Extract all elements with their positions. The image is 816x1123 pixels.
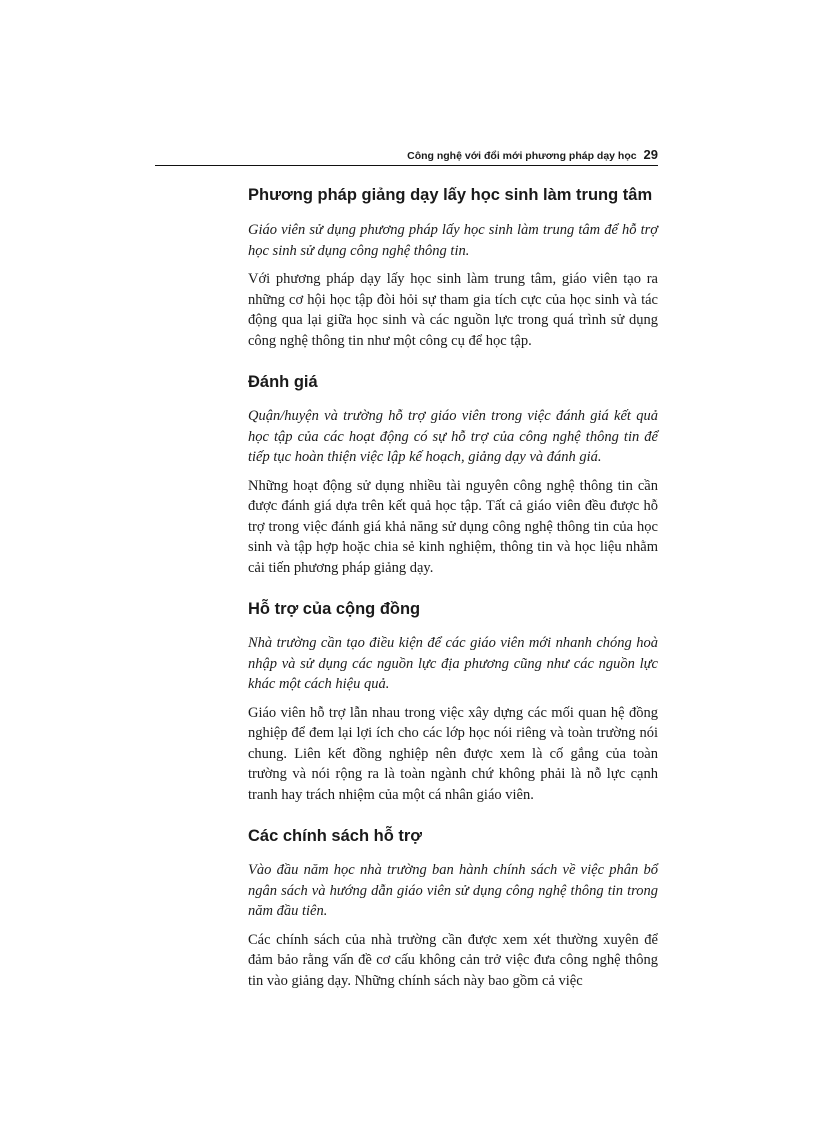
section-lead: Quận/huyện và trường hỗ trợ giáo viên trong việc đánh giá kết quả học tập của các hoạt động có sự hỗ trợ của công nghệ thông tin để tiếp tục hoàn thiện việc lập kế hoạch, giảng dạy và đánh giá. — [248, 408, 658, 465]
running-header — [155, 147, 658, 166]
section-body: Giáo viên hỗ trợ lẫn nhau trong việc xây dựng các mối quan hệ đồng nghiệp để đem lại lợi ích cho các lớp học nói riêng và toàn trường nói chung. Liên kết đồng nghiệp nên được xem là cố gắng của toàn trường và nói rộng ra là toàn ngành chứ không phải là nỗ lực cạnh tranh hay trách nhiệm của một cá nhân giáo viên. — [248, 704, 658, 803]
page-body — [248, 184, 658, 1011]
section-heading: Đánh giá — [248, 373, 318, 391]
section-lead: Vào đầu năm học nhà trường ban hành chính sách về việc phân bổ ngân sách và hướng dẫn giáo viên sử dụng công nghệ thông tin trong năm đầu tiên. — [248, 862, 658, 919]
section-heading: Hỗ trợ của cộng đồng — [248, 600, 421, 618]
page-number: 29 — [643, 147, 658, 162]
section-lead: Nhà trường cần tạo điều kiện để các giáo viên mới nhanh chóng hoà nhập và sử dụng các nguồn lực địa phương cũng như các nguồn lực khác một cách hiệu quả. — [248, 635, 658, 692]
section-heading: Phương pháp giảng dạy lấy học sinh làm trung tâm — [248, 186, 653, 204]
section-heading: Các chính sách hỗ trợ — [248, 827, 423, 845]
section-community-support — [248, 598, 658, 805]
section-student-centered — [248, 184, 658, 351]
section-body: Với phương pháp dạy lấy học sinh làm trung tâm, giáo viên tạo ra những cơ hội học tập đòi hỏi sự tham gia tích cực của học sinh và tác động qua lại giữa học sinh và các nguồn lực trong quá trình sử dụng công nghệ thông tin như một công cụ để học tập. — [248, 271, 658, 349]
section-body: Các chính sách của nhà trường cần được xem xét thường xuyên để đảm bảo rằng vấn đề cơ cấu không cản trở việc đưa công nghệ thông tin vào giảng dạy. Những chính sách này bao gồm cả việc — [248, 931, 658, 989]
running-title: Công nghệ với đổi mới phương pháp dạy học — [407, 150, 637, 162]
section-support-policies — [248, 825, 658, 991]
section-assessment — [248, 371, 658, 578]
section-lead: Giáo viên sử dụng phương pháp lấy học sinh làm trung tâm để hỗ trợ học sinh sử dụng công nghệ thông tin. — [248, 222, 658, 259]
section-body: Những hoạt động sử dụng nhiều tài nguyên công nghệ thông tin cần được đánh giá dựa trên kết quả học tập. Tất cả giáo viên đều được hỗ trợ trong việc đánh giá khả năng sử dụng công nghệ thông tin của học sinh và tập hợp hoặc chia sẻ kinh nghiệm, thông tin và học liệu nhằm cải tiến phương pháp giảng dạy. — [248, 477, 658, 576]
